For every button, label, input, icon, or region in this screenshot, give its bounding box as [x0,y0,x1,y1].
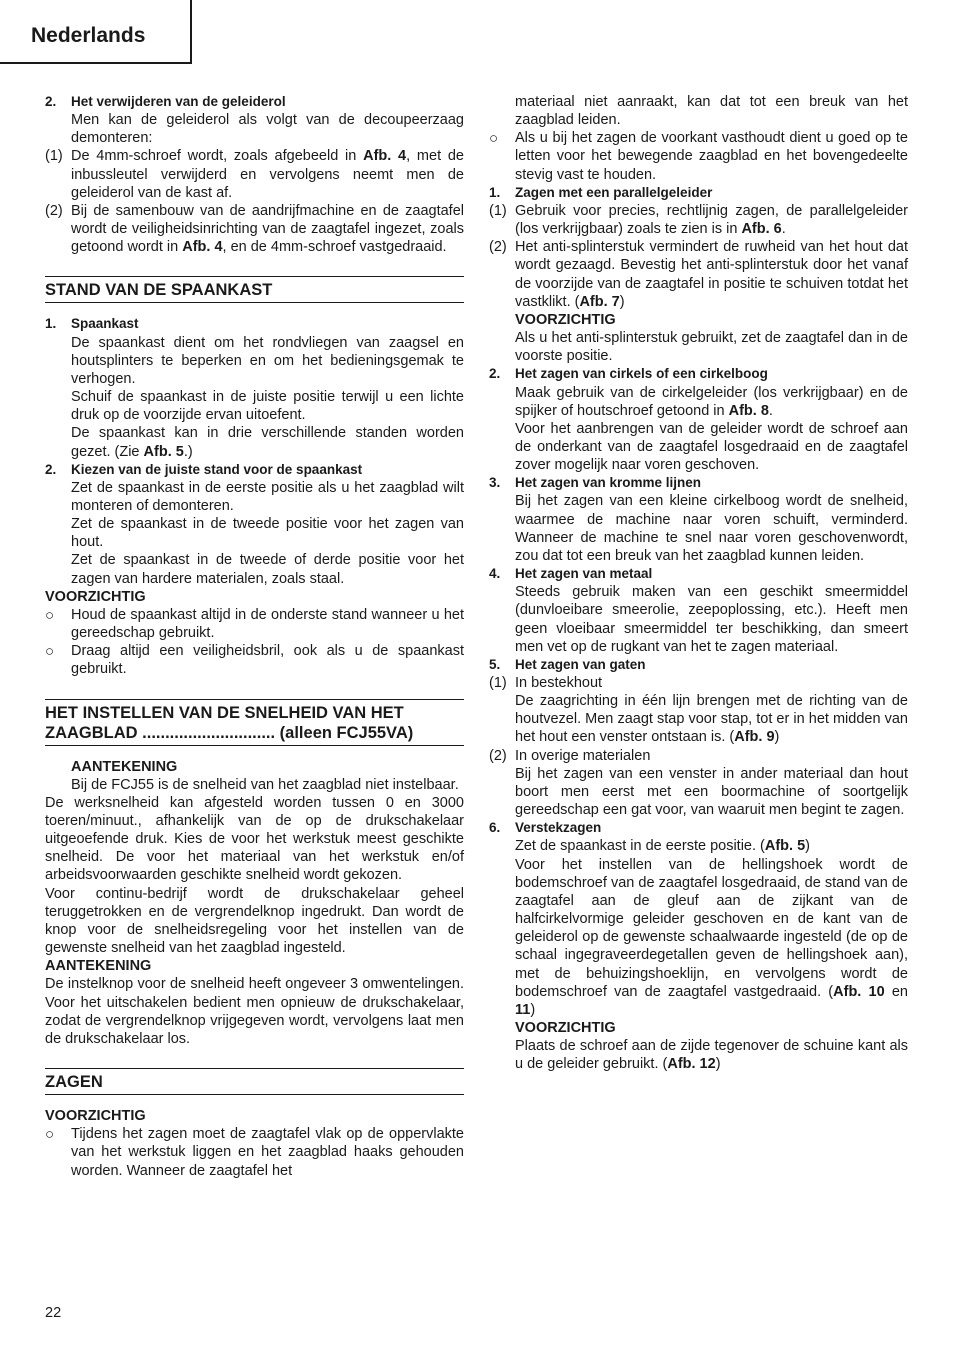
paragraph: Men kan de geleiderol als volgt van de decoupeerzaag demonteren: [71,112,464,147]
paragraph: De instelknop voor de snelheid heeft ongeveer 3 omwentelingen. Voor het uitschakelen bedient men opnieuw de drukschakelaar, zodat de vergrendelknop vrijgegeven wordt, vervolgens laat men de drukschakelaar los. [45,976,464,1047]
bullet-item: ○ Draag altijd een veiligheidsbril, ook als u de spaankast gebruikt. [45,643,464,678]
figure-ref: Afb. 8 [728,402,769,419]
note-label: AANTEKENING [45,958,152,975]
paragraph: Maak gebruik van de cirkelgeleider (los verkrijgbaar) en de spijker of houtschroef getoond in Afb. 8. [515,384,908,419]
page-number: 22 [45,1305,62,1321]
language-label: Nederlands [31,24,146,47]
paragraph: De werksnelheid kan afgesteld worden tussen 0 en 3000 toeren/minuut., afhankelijk van de op de drukschakelaar uitgeoefende druk. Kies de voor het werkstuk meest geschikte snelheid. De voor het materiaal van het werkstuk en/of arbeidsvoorwaarden geschikte snelheid wordt gekozen. [45,794,464,884]
subsection-bevel: 6. Verstekzagen [489,820,602,836]
section-heading-zagen: ZAGEN [45,1068,464,1095]
paragraph: Bij het zagen van een kleine cirkelboog wordt de snelheid, waarmee de machine naar voren schuift, verminderd. Wanneer de machine te snel naar voren geschovenwordt, zou dat tot een breuk van het zaagblad kunnen leiden. [515,493,908,564]
figure-ref: Afb. 4 [182,239,223,256]
right-column [489,93,908,1073]
figure-ref: Afb. 5 [143,443,184,460]
paragraph: materiaal niet aanraakt, kan dat tot een breuk van het zaagblad leiden. [515,94,908,129]
figure-ref: Afb. 12 [667,1056,716,1073]
subsection-holes: 5. Het zagen van gaten [489,656,646,672]
language-tab [0,0,192,64]
circle-bullet-icon: ○ [45,606,55,624]
paragraph: Zet de spaankast in de eerste positie. (Afb. 5) [515,838,810,855]
paragraph: De spaankast dient om het rondvliegen van zaagsel en houtsplinters te beperken en om het bedieningsgemak te verhogen. [71,334,464,387]
subsection-metal: 4. Het zagen van metaal [489,566,653,582]
paragraph: Steeds gebruik maken van een geschikt smeermiddel (dunvloeibare smeerolie, zeepoplossing, etc.). Heeft men geen vloeibaar smeermiddel ter beschikking, dan smeert men vet op de rugkant van het te zagen materiaal. [515,584,908,655]
list-item: (1) In bestekhout De zaagrichting in één lijn brengen met de richting van de houtvezel. Men zaagt stap voor stap, tot er in het midden van het hout een venster ontstaan is. (Afb. 9) [489,675,908,746]
figure-ref: Afb. 6 [741,221,782,238]
paragraph: Plaats de schroef aan de zijde tegenover de schuine kant als u de geleider gebruikt. (Afb. 12) [515,1038,908,1073]
circle-bullet-icon: ○ [489,130,499,148]
bullet-item: ○ Houd de spaankast altijd in de onderste stand wanneer u het gereedschap gebruikt. [45,606,464,642]
circle-bullet-icon: ○ [45,643,55,661]
subsection-choose-position: 2. Kiezen van de juiste stand voor de spaankast [45,461,363,477]
caution-label: VOORZICHTIG [515,1019,616,1036]
figure-ref: 11 [515,1001,531,1018]
circle-bullet-icon: ○ [45,1126,55,1144]
paragraph: Zet de spaankast in de tweede of derde positie voor het zagen van hardere materialen, zoals staal. [71,552,464,587]
paragraph: Zet de spaankast in de tweede positie voor het zagen van hout. [71,516,464,551]
figure-ref: Afb. 9 [734,729,775,746]
figure-ref: Afb. 7 [579,293,620,310]
caution-label: VOORZICHTIG [45,1108,146,1125]
section-heading-spaankast: STAND VAN DE SPAANKAST [45,276,464,303]
list-item: (2) In overige materialen Bij het zagen van een venster in ander materiaal dan hout boort men eerst met een boormachine of soortgelijk gereedschap een gat voor, van waaruit men begint te zagen. [489,747,908,819]
list-item: (1) Gebruik voor precies, rechtlijnig zagen, de parallelgeleider (los verkrijgbaar) zoals te zien is in Afb. 6. [489,202,908,238]
note-label: AANTEKENING [71,758,178,775]
left-column [45,93,464,1180]
figure-ref: Afb. 4 [363,148,407,165]
paragraph: Voor het instellen van de hellingshoek wordt de bodemschroef van de zaagtafel losgedraaid, de stand van de zaagtafel aan de gleuf aan de zijkant van de halfcirkelvormige geleider geschoven en de kant van de geleiderol op de gewenste schaalwaarde ingesteld (de op de schaal ingegraveerdegetallen geven de hellingshoek aan), met de behuizingshoeklijn, en vervolgens wordt de bodemschroef van de zaagtafel vastgedraaid. (Afb. 10 en 11) [515,856,908,1018]
list-item: (2) Het anti-splinterstuk vermindert de ruwheid van het hout dat wordt gezaagd. Bevestig het anti-splinterstuk door het vanaf de voorzijde van de zaagtafel in positie te schuiven totdat het vastklikt. (Afb. 7) VOORZICHTIG Als u het anti-splinterstuk gebruikt, zet de zaagtafel dan in de voorste positie. [489,239,908,365]
paragraph: De spaankast kan in drie verschillende standen worden gezet. (Zie Afb. 5.) [71,425,464,460]
paragraph: Zet de spaankast in de eerste positie als u het zaagblad wilt monteren of demonteren. [71,479,464,514]
caution-label: VOORZICHTIG [515,311,616,328]
paragraph: Bij de FCJ55 is de snelheid van het zaagblad niet instelbaar. [71,776,459,793]
section-heading-snelheid: HET INSTELLEN VAN DE SNELHEID VAN HET ZAAGBLAD ............................. (alleen FCJ55VA) [45,699,464,746]
bullet-item: ○ Tijdens het zagen moet de zaagtafel vlak op de oppervlakte van het werkstuk liggen en het zaagblad haaks gehouden worden. Wanneer de zaagtafel het [45,1126,464,1179]
bullet-item: ○ Als u bij het zagen de voorkant vasthoudt dient u goed op te letten voor het bewegende zaagblad en het bovengedeelte stevig vast te houden. [489,130,908,183]
subsection-curves: 3. Het zagen van kromme lijnen [489,475,702,491]
list-item: (1) De 4mm-schroef wordt, zoals afgebeeld in Afb. 4, met de inbussleutel verwijderd en vervolgens neemt men de geleiderol van de kast af. [45,148,464,201]
subsection-spaankast: 1. Spaankast [45,316,139,332]
figure-ref: Afb. 5 [764,838,806,855]
subsection-circles: 2. Het zagen van cirkels of een cirkelboog [489,366,768,382]
paragraph: Voor het aanbrengen van de geleider wordt de schroef aan de onderkant van de zaagtafel losgedraaid en de zaagtafel zover mogelijk naar voren geschoven. [515,420,908,474]
subsection-parallel-guide: 1. Zagen met een parallelgeleider [489,184,713,200]
list-item: (2) Bij de samenbouw van de aandrijfmachine en de zaagtafel wordt de veiligheidsinrichting van de zaagtafel ingezet, zoals getoond wordt in Afb. 4, en de 4mm-schroef vastgedraaid. [45,202,464,256]
subheading: Het verwijderen van de geleiderol [71,94,286,109]
caution-label: VOORZICHTIG [45,588,146,605]
figure-ref: Afb. 10 [833,983,885,1000]
paragraph: Schuif de spaankast in de juiste positie terwijl u een lichte druk op de voorzijde ervan uitoefent. [71,389,464,424]
paragraph: Voor continu-bedrijf wordt de drukschakelaar geheel teruggetrokken en de vergrendelknop ingedrukt. Dan wordt de knop voor de snelheidsregeling voor het instellen van de gewenste snelheid van het zaagblad ingesteld. [45,885,464,957]
section-remove-guide-roller: 2. Het verwijderen van de geleiderol [45,94,286,109]
